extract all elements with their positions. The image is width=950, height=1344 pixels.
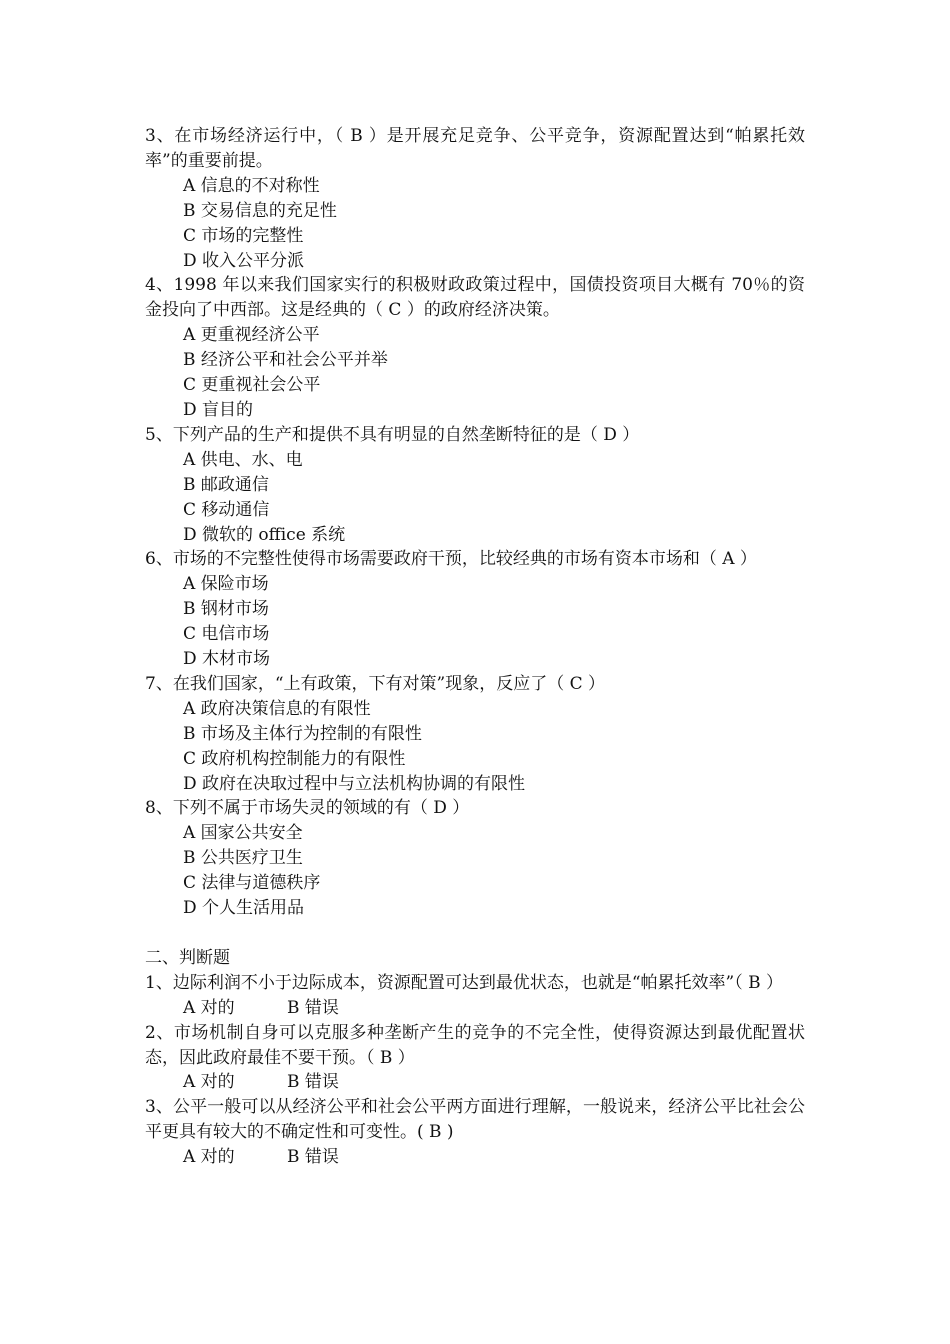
option-d: D 木材市场: [183, 649, 271, 670]
question-block: [145, 672, 805, 797]
question-stem: 5、下列产品的生产和提供不具有明显的自然垄断特征的是（ D ）: [145, 424, 640, 445]
option-a: A 供电、水、电: [183, 449, 303, 470]
answer-options: [183, 996, 805, 1021]
option-b: B 公共医疗卫生: [183, 848, 303, 869]
question-stem: 3、公平一般可以从经济公平和社会公平两方面进行理解，一般说来，经济公平比社会公平更具有较大的不确定性和可变性。( B ): [145, 1097, 805, 1143]
question-block: [145, 124, 805, 273]
question-block: [145, 273, 805, 422]
answer-options: [183, 1145, 805, 1170]
tf-question-block: [145, 1021, 805, 1096]
question-stem: 7、在我们国家，“上有政策，下有对策”现象，反应了（ C ）: [145, 673, 606, 694]
question-stem: 6、市场的不完整性使得市场需要政府干预，比较经典的市场有资本市场和（ A ）: [145, 549, 757, 570]
option-true: A 对的: [183, 997, 235, 1018]
option-b: B 经济公平和社会公平并举: [183, 350, 388, 371]
option-b: B 钢材市场: [183, 599, 269, 620]
option-c: C 更重视社会公平: [183, 375, 321, 396]
answer-options: [183, 1070, 805, 1095]
option-a: A 政府决策信息的有限性: [183, 698, 371, 719]
tf-question-block: [145, 1095, 805, 1170]
option-d: D 个人生活用品: [183, 898, 305, 919]
option-c: C 电信市场: [183, 624, 270, 645]
question-block: [145, 796, 805, 921]
option-d: D 政府在决取过程中与立法机构协调的有限性: [183, 773, 526, 794]
option-b: B 市场及主体行为控制的有限性: [183, 723, 422, 744]
option-c: C 移动通信: [183, 499, 270, 520]
option-a: A 信息的不对称性: [183, 175, 320, 196]
option-a: A 保险市场: [183, 574, 269, 595]
question-stem: 8、下列不属于市场失灵的领域的有（ D ）: [145, 798, 470, 819]
tf-question-block: [145, 971, 805, 1021]
option-true: A 对的: [183, 1072, 235, 1093]
question-stem: 4、1998 年以来我们国家实行的积极财政政策过程中，国债投资项目大概有 70％的资金投向了中西部。这是经典的（ C ）的政府经济决策。: [145, 275, 805, 321]
option-d: D 盲目的: [183, 399, 254, 420]
blank-line: [145, 921, 805, 946]
option-true: A 对的: [183, 1147, 235, 1168]
option-false: B 错误: [287, 997, 339, 1018]
question-stem: 2、市场机制自身可以克服多种垄断产生的竞争的不完全性，使得资源达到最优配置状态，因此政府最佳不要干预。（ B ）: [145, 1022, 805, 1068]
option-b: B 交易信息的充足性: [183, 200, 337, 221]
option-c: C 政府机构控制能力的有限性: [183, 748, 406, 769]
option-c: C 市场的完整性: [183, 225, 304, 246]
option-a: A 更重视经济公平: [183, 325, 320, 346]
option-c: C 法律与道德秩序: [183, 873, 321, 894]
question-block: [145, 547, 805, 672]
option-d: D 微软的 office 系统: [183, 524, 346, 545]
question-stem: 3、在市场经济运行中，（ B ）是开展充足竞争、公平竞争，资源配置达到“帕累托效率”的重要前提。: [145, 126, 805, 171]
option-d: D 收入公平分派: [183, 250, 305, 271]
question-stem: 1、边际利润不小于边际成本，资源配置可达到最优状态，也就是“帕累托效率”（ B ）: [145, 972, 783, 993]
option-false: B 错误: [287, 1147, 339, 1168]
option-false: B 错误: [287, 1072, 339, 1093]
option-a: A 国家公共安全: [183, 823, 303, 844]
question-block: [145, 423, 805, 548]
document-page: [145, 124, 805, 1170]
option-b: B 邮政通信: [183, 474, 269, 495]
section-title: 二、判断题: [145, 947, 230, 968]
